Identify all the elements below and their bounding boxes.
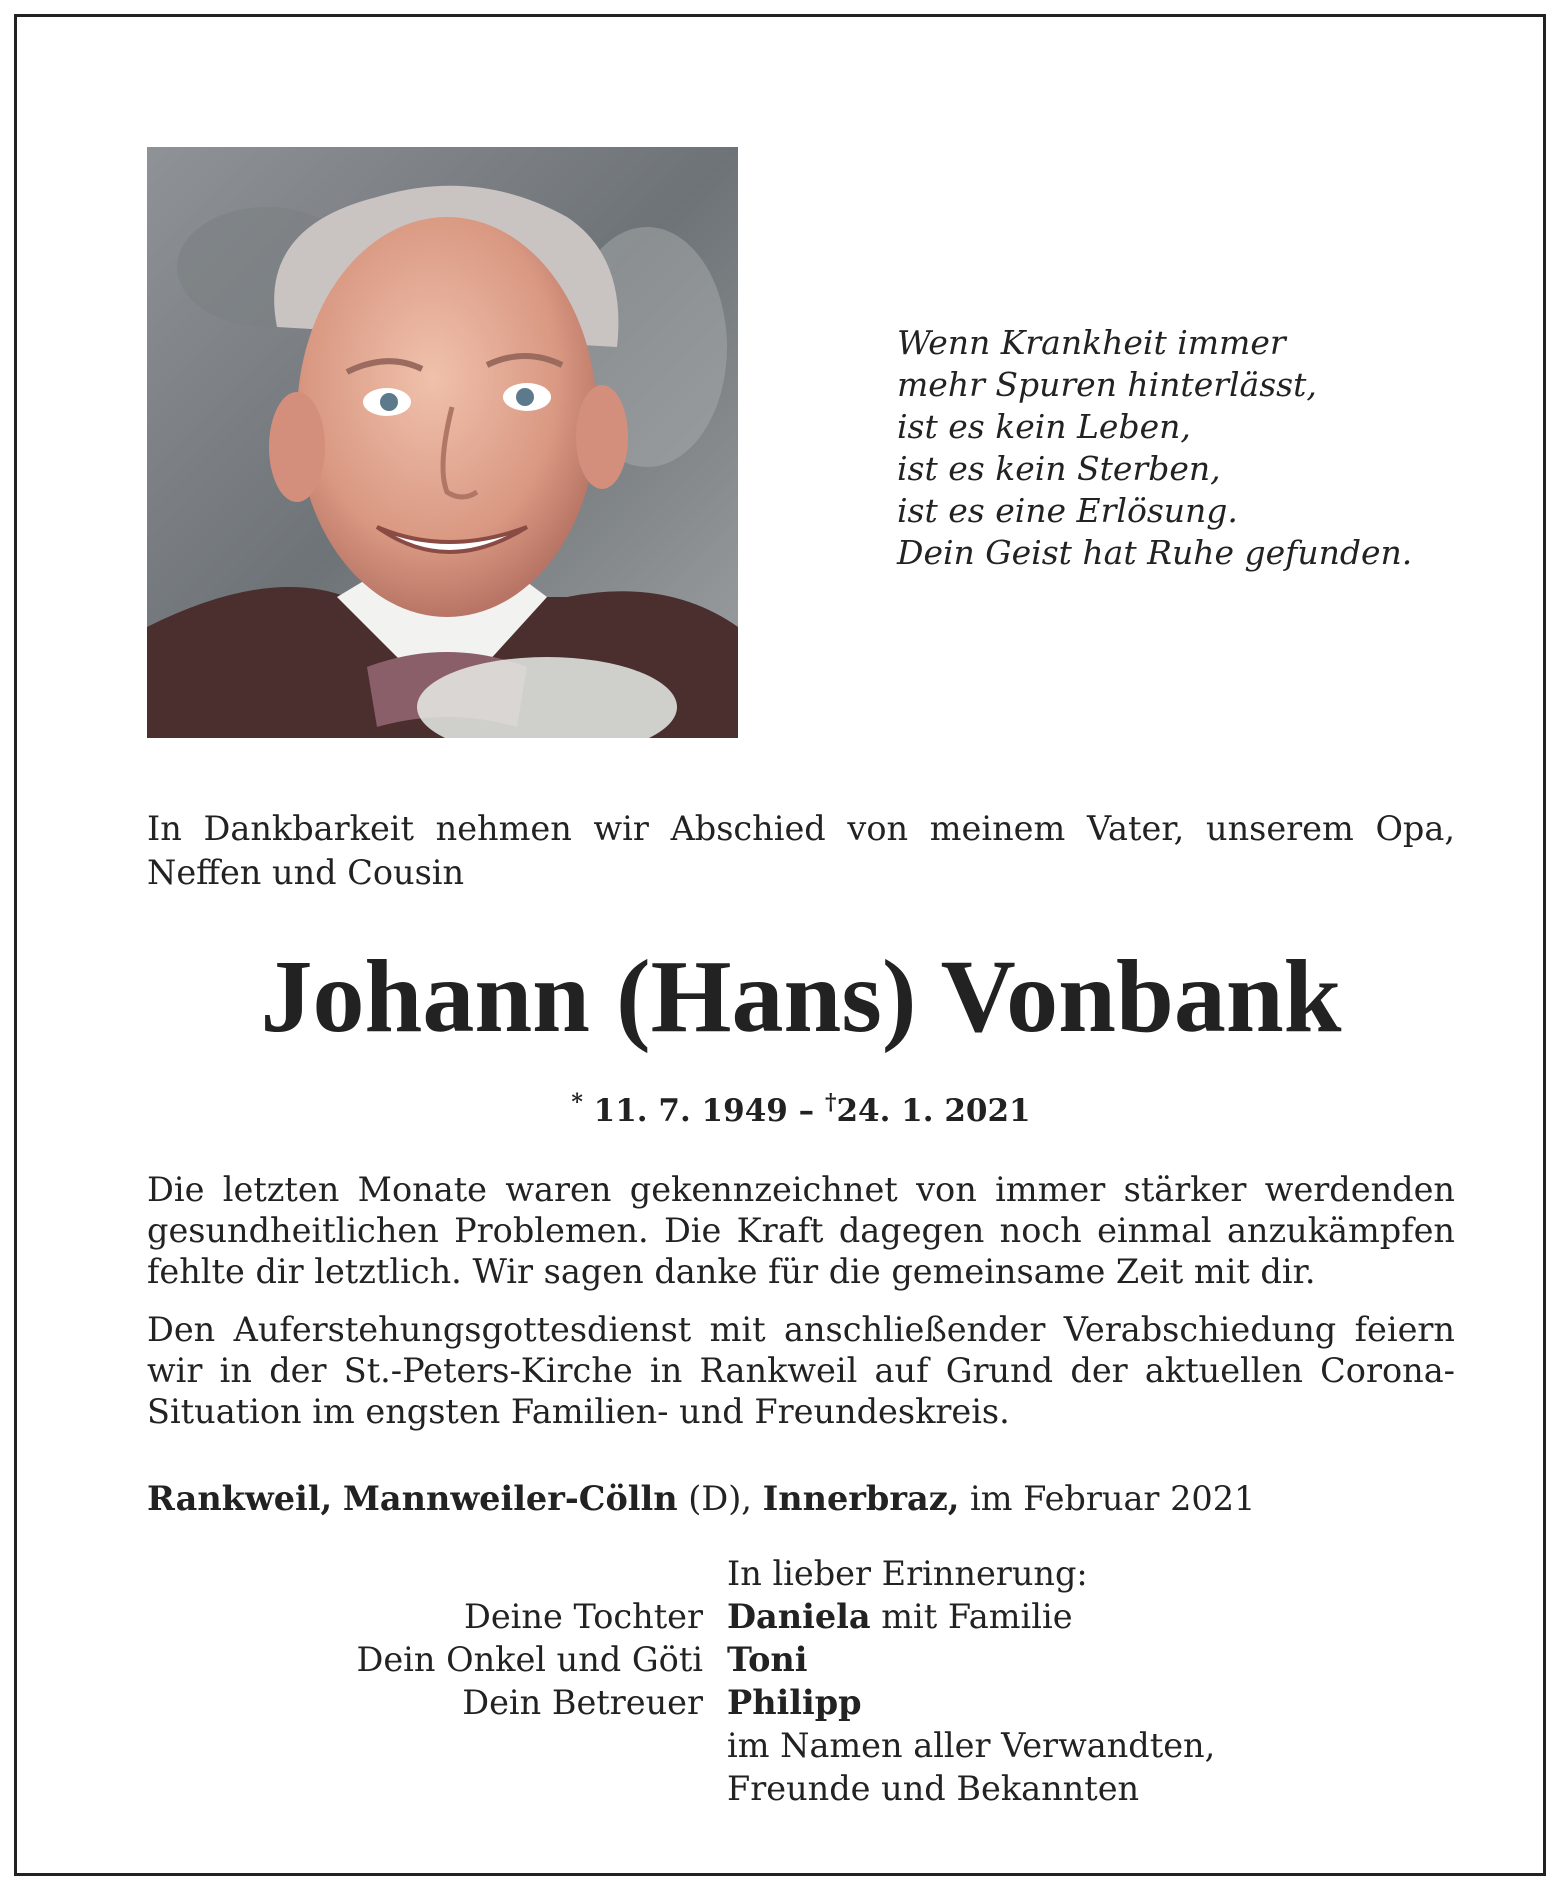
signature-label: Dein Onkel und Göti	[356, 1640, 703, 1679]
signature-label: Deine Tochter	[464, 1597, 703, 1636]
poem-line: Wenn Krankheit immer	[897, 323, 1286, 362]
death-date: 24. 1. 2021	[836, 1093, 1031, 1129]
death-symbol: †	[824, 1089, 837, 1116]
signature-label: Dein Betreuer	[462, 1683, 703, 1722]
place-town: Rankweil,	[147, 1479, 333, 1518]
deceased-name: Johann (Hans) Vonbank	[260, 939, 1342, 1054]
paragraph-line: Den Auferstehungsgottesdienst mit anschließender Verabschiedung feiern	[147, 1310, 1455, 1349]
portrait-image	[147, 147, 738, 738]
paragraph-line: gesundheitlichen Problemen. Die Kraft dagegen noch einmal anzukämpfen	[147, 1211, 1455, 1250]
place-and-date	[147, 1477, 1455, 1521]
paragraph-line: Die letzten Monate waren gekennzeichnet von immer stärker werdenden	[147, 1170, 1455, 1209]
signature-block	[147, 1552, 1455, 1810]
signature-name: Philipp	[727, 1683, 862, 1722]
intro-line: In Dankbarkeit nehmen wir Abschied von meinem Vater, unserem Opa,	[147, 809, 1455, 848]
poem-line: Dein Geist hat Ruhe gefunden.	[897, 533, 1413, 572]
signature-row	[147, 1638, 1455, 1681]
intro-text	[147, 807, 1455, 895]
signature-row	[147, 1681, 1455, 1724]
signature-name: Daniela	[727, 1597, 871, 1636]
birth-symbol: *	[571, 1089, 583, 1116]
place-country: (D),	[688, 1479, 752, 1518]
signature-closing: im Namen aller Verwandten,	[727, 1726, 1216, 1765]
poem-line: ist es kein Leben,	[897, 407, 1191, 446]
life-dates	[147, 1089, 1455, 1133]
paragraph-line: wir in der St.-Peters-Kirche in Rankweil auf Grund der aktuellen Corona-	[147, 1351, 1455, 1390]
paragraph-2	[147, 1309, 1455, 1432]
signature-name: Toni	[727, 1640, 808, 1679]
paragraph-1	[147, 1169, 1455, 1292]
place-town: Innerbraz,	[762, 1479, 960, 1518]
date-separator: –	[798, 1093, 815, 1129]
poem-line: ist es eine Erlösung.	[897, 491, 1238, 530]
poem-line: mehr Spuren hinterlässt,	[897, 365, 1317, 404]
poem-line: ist es kein Sterben,	[897, 449, 1221, 488]
signature-heading: In lieber Erinnerung:	[727, 1554, 1088, 1593]
signature-row	[147, 1595, 1455, 1638]
intro-line: Neffen und Cousin	[147, 853, 465, 892]
poem	[897, 322, 1497, 574]
portrait-photo	[147, 147, 738, 738]
place-date: im Februar 2021	[970, 1479, 1256, 1518]
paragraph-line: fehlte dir letztlich. Wir sagen danke für die gemeinsame Zeit mit dir.	[147, 1252, 1316, 1291]
signature-closing: Freunde und Bekannten	[727, 1769, 1140, 1808]
paragraph-line: Situation im engsten Familien- und Freundeskreis.	[147, 1392, 1010, 1431]
place-town: Mannweiler-Cölln	[342, 1479, 678, 1518]
obituary-frame	[14, 14, 1546, 1876]
birth-date: 11. 7. 1949	[593, 1093, 788, 1129]
signature-suffix: mit Familie	[881, 1597, 1073, 1636]
